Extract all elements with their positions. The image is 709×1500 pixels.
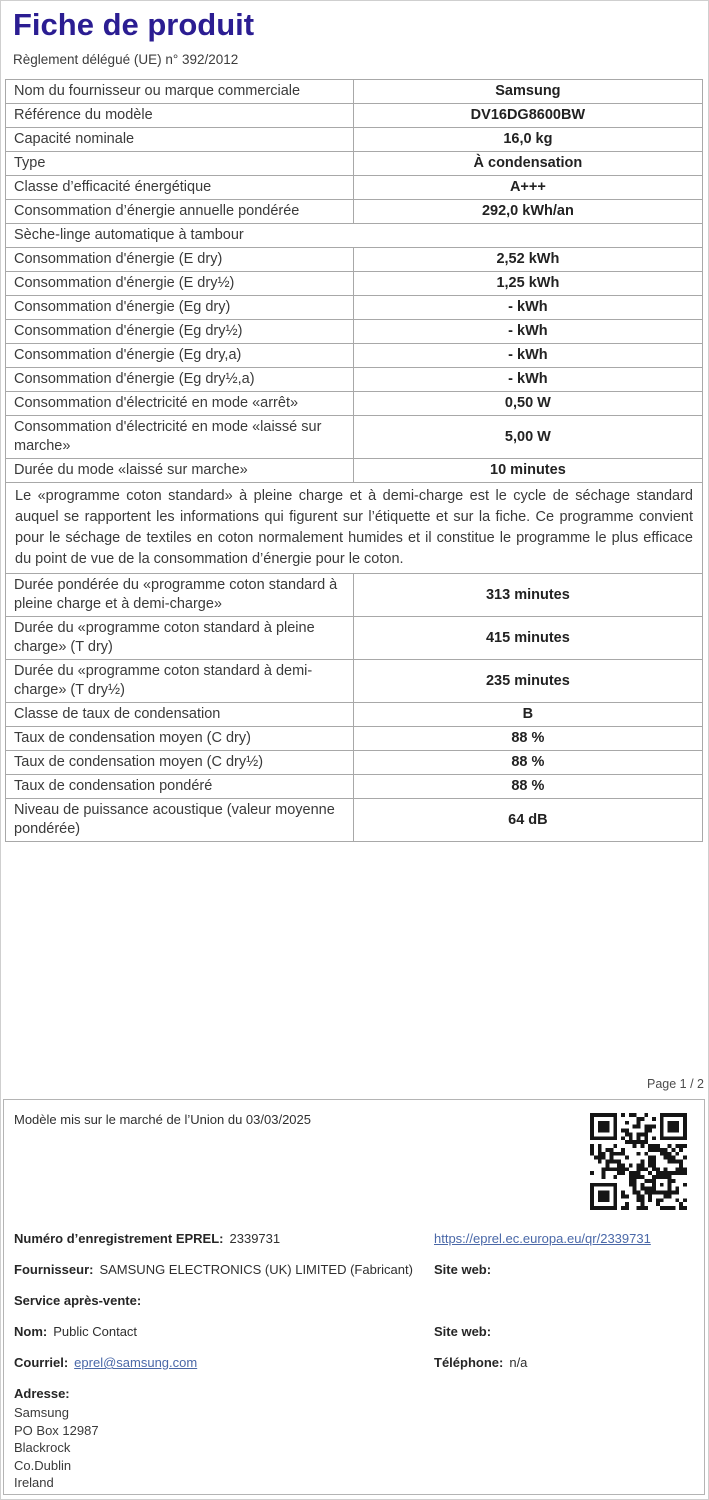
spec-value: 10 minutes — [353, 459, 702, 483]
table-row — [6, 128, 703, 152]
spec-label: Type — [6, 152, 354, 176]
after-sales-service-row — [14, 1293, 141, 1308]
table-row — [6, 200, 703, 224]
spec-label: Taux de condensation moyen (C dry½) — [6, 751, 354, 775]
spec-value: 0,50 W — [353, 392, 702, 416]
address-line: Co.Dublin — [14, 1457, 72, 1473]
spec-value: Samsung — [353, 80, 702, 104]
spec-label: Consommation d'électricité en mode «arrêt» — [6, 392, 354, 416]
spec-value: DV16DG8600BW — [353, 104, 702, 128]
table-row — [6, 459, 703, 483]
page-title: Fiche de produit — [13, 7, 255, 42]
product-spec-table-body — [6, 80, 703, 842]
spec-label: Niveau de puissance acoustique (valeur moyenne pondérée) — [6, 799, 354, 842]
spec-value: B — [353, 703, 702, 727]
address-line: Ireland — [14, 1475, 54, 1490]
eprel-link-row — [434, 1231, 651, 1246]
eprel-link[interactable]: https://eprel.ec.europa.eu/qr/2339731 — [434, 1231, 651, 1246]
eprel-number: 2339731 — [229, 1231, 281, 1246]
email-link[interactable]: eprel@samsung.com — [74, 1355, 198, 1370]
table-row — [6, 344, 703, 368]
contact-name-row — [14, 1324, 137, 1339]
table-row — [6, 368, 703, 392]
table-row — [6, 272, 703, 296]
table-row — [6, 320, 703, 344]
eprel-registration-row — [14, 1231, 280, 1246]
supplier-row — [14, 1262, 413, 1277]
spec-value: - kWh — [353, 296, 702, 320]
spec-value: 2,52 kWh — [353, 248, 702, 272]
qr-code-icon — [590, 1113, 687, 1210]
spec-label: Classe de taux de condensation — [6, 703, 354, 727]
table-row — [6, 751, 703, 775]
spec-label: Classe d’efficacité énergétique — [6, 176, 354, 200]
spec-value: 5,00 W — [353, 416, 702, 459]
product-spec-table — [5, 79, 703, 842]
spec-value: 235 minutes — [353, 660, 702, 703]
spec-value: - kWh — [353, 368, 702, 392]
spec-label: Taux de condensation moyen (C dry) — [6, 727, 354, 751]
eprel-label: Numéro d’enregistrement EPREL: — [14, 1231, 224, 1246]
spec-label: Référence du modèle — [6, 104, 354, 128]
name-label: Nom: — [14, 1324, 48, 1339]
qr-code-svg — [590, 1113, 687, 1210]
table-row — [6, 660, 703, 703]
supplier-name: SAMSUNG ELECTRONICS (UK) LIMITED (Fabricant) — [99, 1262, 413, 1277]
service-website-row — [434, 1324, 491, 1339]
supplier-info-box — [3, 1099, 705, 1495]
email-row — [14, 1355, 197, 1370]
spec-value: 88 % — [353, 751, 702, 775]
spec-value: 88 % — [353, 727, 702, 751]
spec-value: 292,0 kWh/an — [353, 200, 702, 224]
spec-value: - kWh — [353, 320, 702, 344]
spec-value: 64 dB — [353, 799, 702, 842]
page-subtitle: Règlement délégué (UE) n° 392/2012 — [13, 52, 239, 67]
table-row — [6, 224, 703, 248]
table-row — [6, 703, 703, 727]
spec-label: Durée du «programme coton standard à pleine charge» (T dry) — [6, 617, 354, 660]
spec-value: 16,0 kg — [353, 128, 702, 152]
market-date-note: Modèle mis sur le marché de l’Union du 03/03/2025 — [14, 1112, 312, 1127]
address-label: Adresse: — [14, 1386, 70, 1401]
table-row — [6, 574, 703, 617]
address-line: Blackrock — [14, 1440, 71, 1455]
section-header: Sèche-linge automatique à tambour — [6, 224, 703, 248]
table-row — [6, 483, 703, 574]
address-label-row — [14, 1386, 70, 1401]
spec-label: Nom du fournisseur ou marque commerciale — [6, 80, 354, 104]
contact-name: Public Contact — [53, 1324, 138, 1339]
spec-label: Taux de condensation pondéré — [6, 775, 354, 799]
website-label: Site web: — [434, 1262, 492, 1277]
spec-value: À condensation — [353, 152, 702, 176]
spec-label: Capacité nominale — [6, 128, 354, 152]
table-row — [6, 799, 703, 842]
phone-value: n/a — [509, 1355, 528, 1370]
spec-label: Consommation d'énergie (Eg dry½) — [6, 320, 354, 344]
spec-label: Durée du mode «laissé sur marche» — [6, 459, 354, 483]
spec-label: Consommation d'énergie (E dry) — [6, 248, 354, 272]
table-row — [6, 617, 703, 660]
table-row — [6, 416, 703, 459]
address-lines — [14, 1404, 99, 1492]
table-row — [6, 392, 703, 416]
table-row — [6, 775, 703, 799]
table-row — [6, 296, 703, 320]
email-label: Courriel: — [14, 1355, 69, 1370]
table-row — [6, 248, 703, 272]
address-line: PO Box 12987 — [14, 1422, 99, 1438]
spec-label: Durée pondérée du «programme coton standard à pleine charge et à demi-charge» — [6, 574, 354, 617]
spec-label: Consommation d'énergie (Eg dry,a) — [6, 344, 354, 368]
spec-label: Consommation d'énergie (Eg dry) — [6, 296, 354, 320]
address-line: Samsung — [14, 1405, 69, 1420]
spec-label: Consommation d'énergie (Eg dry½,a) — [6, 368, 354, 392]
spec-value: 415 minutes — [353, 617, 702, 660]
table-row — [6, 152, 703, 176]
phone-row — [434, 1355, 527, 1370]
spec-label: Consommation d’énergie annuelle pondérée — [6, 200, 354, 224]
table-row — [6, 104, 703, 128]
table-row — [6, 727, 703, 751]
phone-label: Téléphone: — [434, 1355, 504, 1370]
spec-value: - kWh — [353, 344, 702, 368]
spec-value: A+++ — [353, 176, 702, 200]
table-row — [6, 176, 703, 200]
table-row — [6, 80, 703, 104]
spec-label: Consommation d'électricité en mode «laissé sur marche» — [6, 416, 354, 459]
spec-label: Consommation d'énergie (E dry½) — [6, 272, 354, 296]
supplier-website-row — [434, 1262, 491, 1277]
page-indicator: Page 1 / 2 — [647, 1077, 704, 1091]
spec-value: 313 minutes — [353, 574, 702, 617]
spec-value: 88 % — [353, 775, 702, 799]
spec-value: 1,25 kWh — [353, 272, 702, 296]
service-label: Service après-vente: — [14, 1293, 142, 1308]
spec-label: Durée du «programme coton standard à demi-charge» (T dry½) — [6, 660, 354, 703]
supplier-label: Fournisseur: — [14, 1262, 94, 1277]
website-label: Site web: — [434, 1324, 492, 1339]
standard-programme-note: Le «programme coton standard» à pleine charge et à demi-charge est le cycle de séchage standard auquel se rapportent les informations qui figurent sur l’étiquette et sur la fiche. Ce programme convient pour le séchage de textiles en coton normalement humides et il constitue le programme le plus efficace du point de vue de la consommation d’énergie pour le coton. — [6, 483, 703, 574]
